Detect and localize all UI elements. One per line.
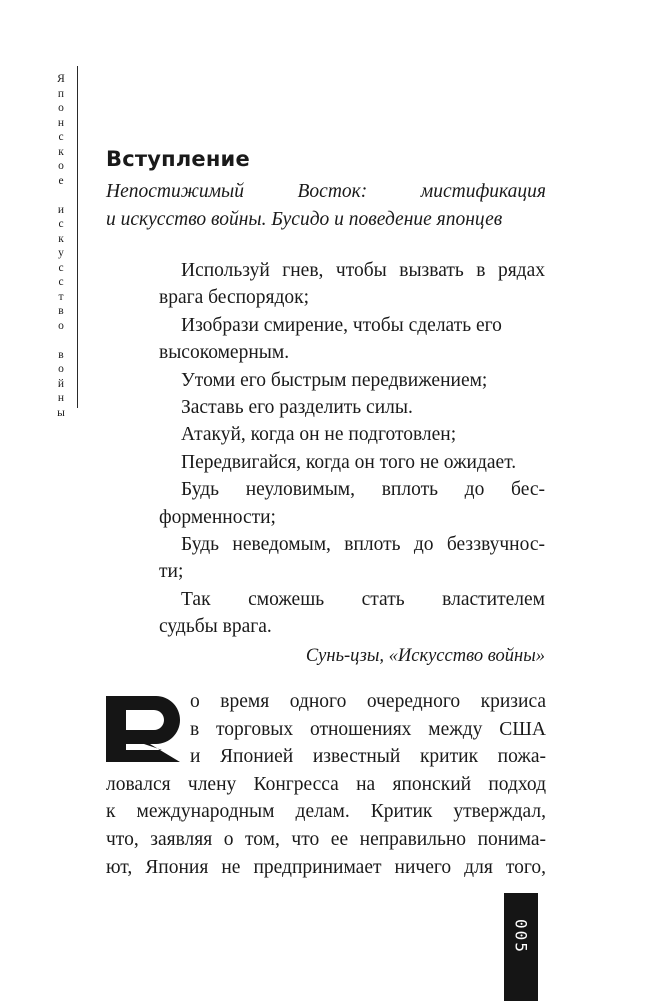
epigraph-line: Так сможешь стать властителем [181, 588, 545, 610]
epigraph-line: высокомерным. [159, 342, 290, 364]
running-title-letter: е [58, 174, 64, 187]
body-line: о время одного очередного кризиса [190, 691, 546, 712]
epigraph-line: врага беспорядок; [159, 287, 310, 309]
body-line: что, заявляя о том, что ее неправильно понима- [106, 828, 546, 850]
running-title-letters [52, 66, 70, 420]
epigraph-line: Передвигайся, когда он того не ожидает. [181, 451, 517, 473]
epigraph-line: Изобрази смирение, чтобы сделать его [181, 314, 502, 336]
chapter-title: Вступление [106, 147, 250, 171]
running-title-letter: т [58, 290, 64, 303]
running-title-letter: Я [57, 73, 65, 85]
chapter-subtitle-line: Непостижимый Восток: мистификация [106, 181, 546, 202]
chapter-subtitle [106, 178, 546, 234]
running-title-letter: ы [57, 406, 65, 419]
running-title-letter: о [58, 319, 64, 332]
running-title-letter: к [58, 145, 64, 158]
epigraph-line: Используй гнев, чтобы вызвать в рядах [181, 260, 545, 281]
running-title-letter: й [57, 377, 65, 390]
chapter-subtitle-line: и искусство войны. Бусидо и поведение японцев [106, 209, 503, 230]
running-title-letter: и [57, 203, 65, 216]
body-line: ют, Япония не предпринимает ничего для того, [106, 856, 546, 878]
running-title-letter: с [58, 131, 64, 143]
epigraph [159, 257, 545, 670]
epigraph-attribution: Сунь-цзы, «Искусство войны» [305, 645, 545, 666]
running-title-letter: н [57, 392, 65, 404]
epigraph-line: Будь неведомым, вплоть до беззвучнос- [181, 534, 545, 556]
body-paragraph [106, 688, 546, 881]
epigraph-line: Будь неуловимым, вплоть до бес- [181, 479, 545, 501]
body-line: в торговых отношениях между США [190, 718, 546, 740]
running-title-letter: с [58, 261, 64, 274]
epigraph-line: Утоми его быстрым передвижением; [181, 369, 488, 391]
running-title-letter: у [58, 247, 64, 259]
running-title [52, 66, 78, 419]
running-title-letter: о [58, 160, 64, 172]
epigraph-line: ти; [159, 561, 184, 583]
epigraph-line: Атакуй, когда он не подготовлен; [181, 424, 457, 446]
epigraph-line: Заставь его разделить силы. [181, 397, 413, 419]
page-number: 005 [511, 919, 531, 954]
running-title-letter: п [57, 87, 65, 100]
running-title-letter: с [58, 218, 64, 230]
running-title-letter: о [58, 363, 64, 375]
running-title-letter: с [58, 276, 64, 288]
running-title-letter: н [57, 116, 65, 129]
body-line: и Японией известный критик пожа- [190, 746, 546, 768]
body-line: к международным делам. Критик утверждал, [106, 801, 546, 823]
body-line: ловался члену Конгресса на японский подход [106, 773, 546, 795]
running-title-letter [60, 333, 63, 348]
running-title-letter: к [58, 232, 64, 245]
page-number-tab [504, 893, 538, 1001]
running-title-letter: о [58, 102, 64, 114]
running-title-letter: в [58, 305, 64, 317]
epigraph-line: форменности; [159, 506, 276, 528]
epigraph-line: судьбы врага. [159, 616, 272, 638]
running-title-letter [60, 188, 63, 203]
running-title-letter: в [58, 348, 64, 361]
